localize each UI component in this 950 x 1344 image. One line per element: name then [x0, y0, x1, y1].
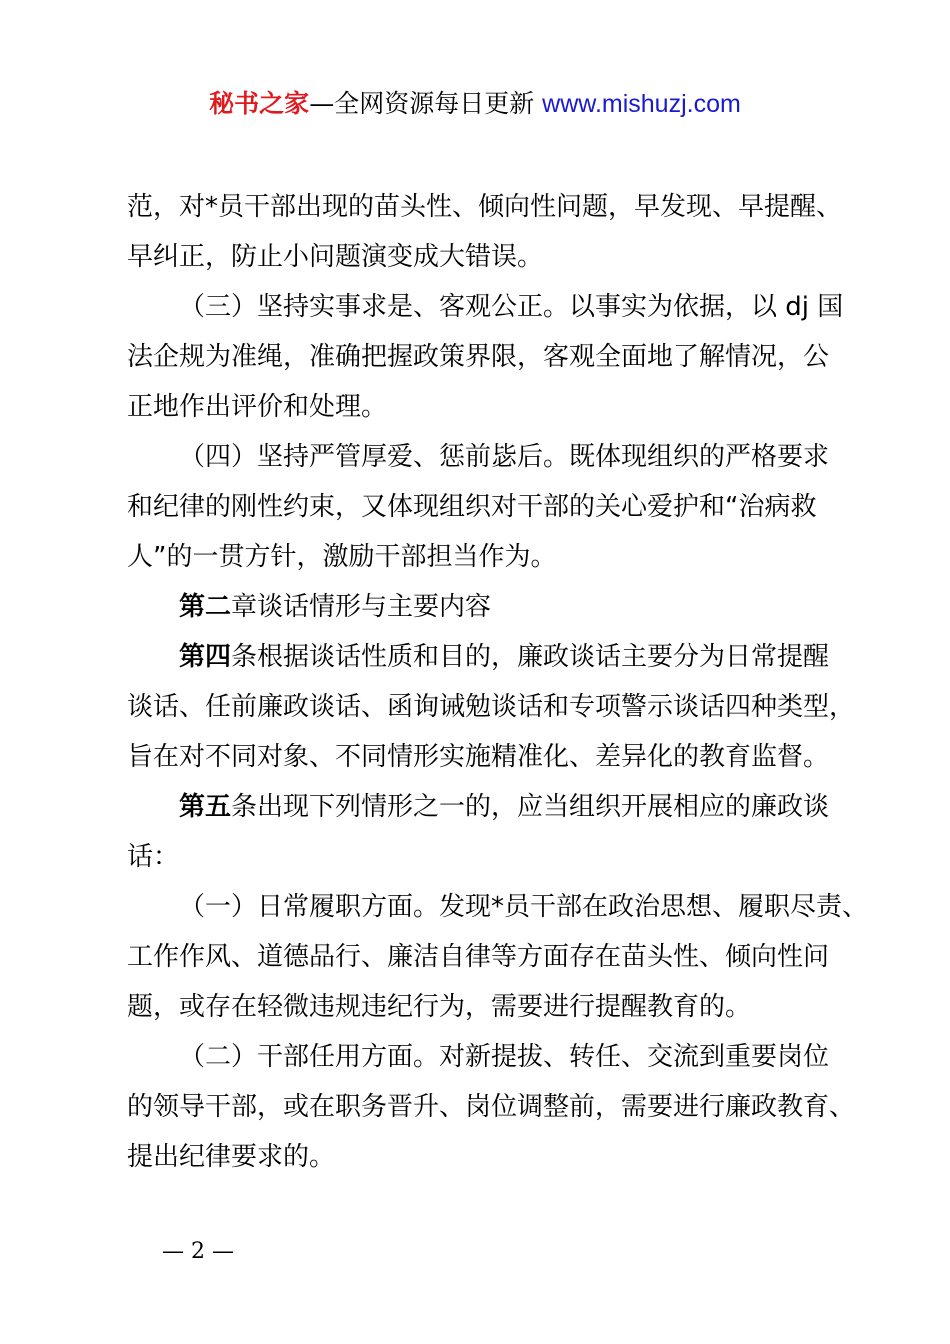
text-line: 的领导干部，或在职务晋升、岗位调整前，需要进行廉政教育、	[127, 1092, 856, 1122]
site-header	[0, 86, 950, 122]
text-line: （二）干部任用方面。对新提拔、转任、交流到重要岗位	[179, 1042, 830, 1072]
chapter-number: 第二	[179, 592, 232, 622]
text-line: 谈话、任前廉政谈话、函询诫勉谈话和专项警示谈话四种类型，	[127, 692, 856, 722]
article-number: 第五	[179, 792, 232, 822]
brand-name: 秘书之家	[209, 89, 310, 118]
chapter-heading: 第二章谈话情形与主要内容	[179, 592, 492, 622]
text-line: 早纠正，防止小问题演变成大错误。	[127, 242, 544, 272]
site-url-link[interactable]: www.mishuzj.com	[542, 90, 741, 118]
text-line: 正地作出评价和处理。	[127, 392, 388, 422]
text-line: 人”的一贯方针，激励干部担当作为。	[127, 542, 557, 572]
text-line: 工作作风、道德品行、廉洁自律等方面存在苗头性、倾向性问	[127, 942, 830, 972]
text-line: 范，对*员干部出现的苗头性、倾向性问题，早发现、早提醒、	[127, 192, 843, 222]
text-line: （三）坚持实事求是、客观公正。以事实为依据，以 dj 国	[179, 292, 844, 322]
text-line: 话：	[127, 842, 180, 872]
text-line: 和纪律的刚性约束，又体现组织对干部的关心爱护和“治病救	[127, 492, 817, 522]
article-number: 第四	[179, 642, 232, 672]
text-line: 提出纪律要求的。	[127, 1142, 336, 1172]
text-line: 法企规为准绳，准确把握政策界限，客观全面地了解情况，公	[127, 342, 830, 372]
article-line: 第四条根据谈话性质和目的，廉政谈话主要分为日常提醒	[179, 642, 830, 672]
text-line: 题，或存在轻微违规违纪行为，需要进行提醒教育的。	[127, 992, 752, 1022]
text-line: （一）日常履职方面。发现*员干部在政治思想、履职尽责、	[179, 892, 869, 922]
text-line: （四）坚持严管厚爱、惩前毖后。既体现组织的严格要求	[179, 442, 830, 472]
header-tagline: —全网资源每日更新	[309, 89, 535, 118]
text-line: 旨在对不同对象、不同情形实施精准化、差异化的教育监督。	[127, 742, 830, 772]
page-number: — 2 —	[162, 1239, 234, 1264]
document-body	[127, 182, 869, 1182]
article-line: 第五条出现下列情形之一的，应当组织开展相应的廉政谈	[179, 792, 830, 822]
